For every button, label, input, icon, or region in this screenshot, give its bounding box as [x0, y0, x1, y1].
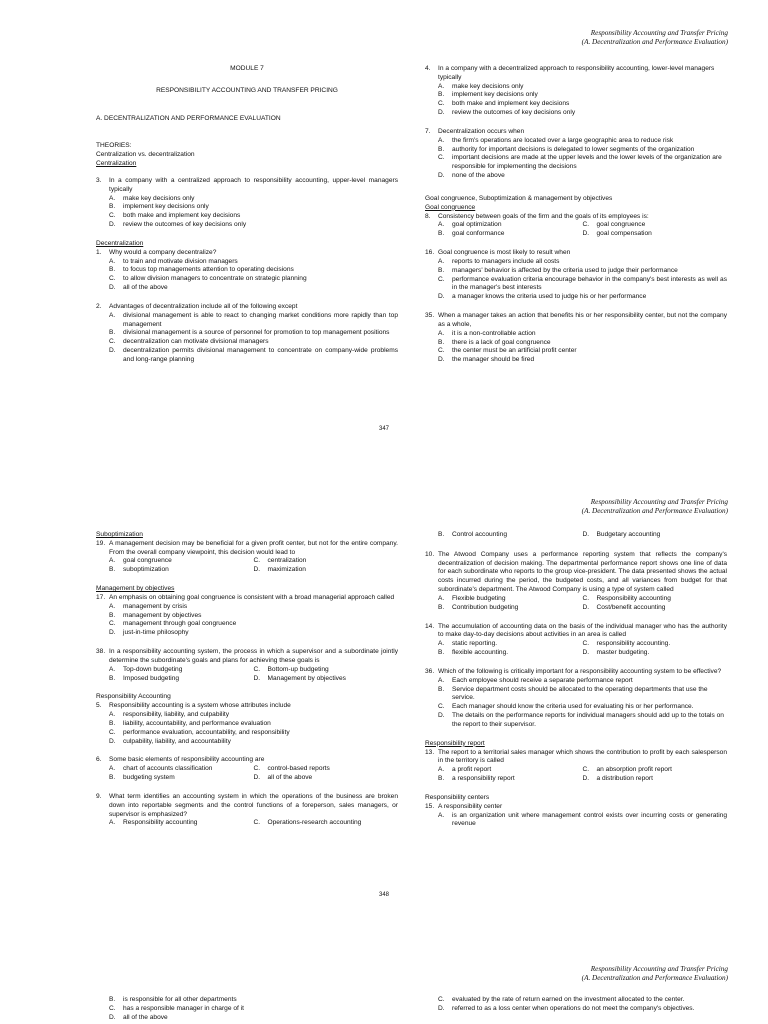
option: B. divisional management is a source of personnel for promotion to top management positions: [109, 329, 390, 337]
page3-left-column: [96, 996, 398, 1022]
option: C. an absorption profit report: [582, 766, 673, 774]
module-title: RESPONSIBILITY ACCOUNTING AND TRANSFER PRICING: [156, 86, 338, 94]
page-number: 348: [378, 892, 389, 898]
option: B. suboptimization: [109, 566, 169, 574]
option: A. is an organization unit where management control exists over incurring costs or generating revenue: [438, 811, 727, 828]
theories-label: THEORIES:: [96, 142, 132, 150]
option: A. divisional management is able to react to changing market conditions more rapidly than top management: [109, 311, 398, 328]
option: A. goal congruence: [109, 557, 172, 565]
option: B. there is a lack of goal congruence: [438, 338, 551, 346]
option: B. goal conformance: [438, 230, 505, 238]
question-9: 9. What term identifies an accounting system in which the operations of the business are broken down into reportable segments and the control functions of a foreperson, sales managers, or supervisor is emphasized? A. Responsibility accounting C. Operations-research accounting: [96, 792, 398, 827]
question-19: 19. A management decision may be beneficial for a given profit center, but not for the entire company. From the overall company viewpoint, this decision would lead to A. goal congruence C. centralization B. suboptimization D. maximization: [96, 539, 398, 574]
header-subtitle: (A. Decentralization and Performance Evaluation): [581, 507, 728, 516]
question-14: 14. The accumulation of accounting data on the basis of the individual manager who has the authority to make day-to-day decisions about activities in an area is called A. static reporting. C. responsibility accounting. B. flexible accounting. D. master budgeting.: [425, 622, 727, 657]
option: C. the center must be an artificial profit center: [438, 347, 577, 355]
option: D. a manager knows the criteria used to judge his or her performance: [438, 293, 647, 301]
goal-heading: Goal congruence, Suboptimization & management by objectives: [425, 194, 613, 202]
option: D. all of the above: [253, 774, 313, 782]
option: A. it is a non-controllable action: [438, 329, 536, 337]
decentralization-heading: Decentralization: [96, 239, 144, 247]
option: A. make key decisions only: [109, 194, 195, 202]
suboptimization-heading: Suboptimization: [96, 531, 143, 538]
option: A. responsibility, liability, and culpability: [109, 711, 230, 719]
option: D. a distribution report: [582, 775, 653, 783]
option: A. reports to managers include all costs: [438, 257, 560, 265]
option: A. goal optimization: [438, 221, 502, 229]
page-number: 347: [378, 426, 389, 432]
option: C. responsibility accounting.: [582, 640, 671, 648]
option: B. to focus top managements attention to operating decisions: [109, 266, 294, 274]
page1-left-column: [96, 65, 398, 365]
option: D. master budgeting.: [582, 649, 650, 657]
header-title: Responsibility Accounting and Transfer Pricing: [590, 29, 728, 37]
option: C. has a responsible manager in charge of it: [109, 1004, 244, 1012]
option: C. centralization: [253, 557, 307, 565]
option: B. flexible accounting.: [438, 649, 509, 657]
option: C. Operations-research accounting: [253, 819, 362, 827]
option: B. Imposed budgeting: [109, 674, 180, 682]
option: C. Responsibility accounting: [582, 594, 671, 602]
option: C. control-based reports: [253, 765, 330, 773]
section-title: A. DECENTRALIZATION AND PERFORMANCE EVALUATION: [96, 114, 281, 122]
option: D. all of the above: [109, 284, 168, 292]
option: D. review the outcomes of key decisions only: [109, 221, 247, 229]
option: C. management through goal congruence: [109, 620, 237, 628]
option: D. just-in-time philosophy: [109, 629, 189, 637]
option: B. liability, accountability, and performance evaluation: [109, 719, 271, 727]
question-5: 5. Responsibility accounting is a system whose attributes include A. responsibility, liability, and culpability B. liability, accountability, and performance evaluation C. performance evaluation, accountability, and responsibility D. culpability, liability, and accountability: [96, 702, 398, 746]
option: D. review the outcomes of key decisions only: [438, 109, 576, 117]
option: D. the manager should be fired: [438, 356, 535, 364]
option: B. implement key decisions only: [109, 203, 209, 211]
option: D. Budgetary accounting: [582, 531, 661, 538]
option: A. chart of accounts classification: [109, 765, 213, 773]
ra-heading: Responsibility Accounting: [96, 693, 171, 701]
mbo-heading: Management by objectives: [96, 585, 175, 593]
option: B. budgeting system: [109, 774, 175, 782]
goal-congruence-heading: Goal congruence: [425, 203, 476, 211]
option: C. goal congruence: [582, 221, 646, 229]
option: A. management by crisis: [109, 602, 188, 610]
question-4: 4. In a company with a decentralized approach to responsibility accounting, lower-level managers typically A. make key decisions only B. implement key decisions only C. both make and implement key decisions D. review the outcomes of key decisions only: [425, 65, 727, 118]
question-36: 36. Which of the following is critically important for a responsibility accounting system to be effective? A. Each employee should receive a separate performance report B. Service department costs should be allocated to the operating departments that use the service. C. Each manager should know the criteria used for evaluating his or her performance. D. The details on the performance reports for individual managers should add up to the totals on the report to their supervisor.: [425, 668, 727, 730]
option: C. both make and implement key decisions: [109, 212, 241, 220]
option: D. Cost/benefit accounting: [582, 603, 666, 611]
option: D. The details on the performance reports for individual managers should add up to the totals on the report to their supervisor.: [438, 712, 724, 728]
option: B. a responsibility report: [438, 775, 515, 783]
option: D. referred to as a loss center when operations do not meet the company's objectives.: [438, 1004, 695, 1012]
option: C. Each manager should know the criteria used for evaluating his or her performance.: [438, 703, 694, 711]
option: D. goal compensation: [582, 230, 652, 238]
option: D. Management by objectives: [253, 674, 346, 682]
question-8: 8. Consistency between goals of the firm and the goals of its employees is: A. goal optimization C. goal congruence B. goal conformance D. goal compensation: [425, 213, 727, 239]
question-38: 38. In a responsibility accounting system, the process in which a supervisor and a subordinate jointly determine the subordinate's goals and plans for achieving these goals is A. Top-down budgeting C. Bottom-up budgeting B. Imposed budgeting D. Management by objectives: [96, 648, 398, 682]
page-header-3: [582, 965, 728, 984]
question-17: 17. An emphasis on obtaining goal congruence is consistent with a broad managerial approach called A. management by crisis B. management by objectives C. management through goal congruence D. just-in-time philosophy: [96, 594, 398, 638]
module-label: MODULE 7: [230, 65, 264, 72]
page1-right-column: [425, 65, 727, 365]
option: C. Bottom-up budgeting: [253, 665, 329, 673]
header-subtitle: (A. Decentralization and Performance Evaluation): [581, 974, 728, 983]
option: B. managers' behavior is affected by the criteria used to judge their performance: [438, 266, 678, 274]
option: B. management by objectives: [109, 611, 202, 619]
option: D. maximization: [253, 566, 306, 574]
option: B. is responsible for all other departments: [109, 996, 237, 1003]
page3-right-column: [425, 996, 727, 1014]
option: D. none of the above: [438, 172, 505, 180]
option: C. performance evaluation criteria encourage behavior in the company's best interests as well as in the manager's best interests: [438, 275, 727, 292]
option: A. Top-down budgeting: [109, 665, 183, 673]
option: A. Responsibility accounting: [109, 819, 198, 827]
option: C. to allow division managers to concentrate on strategic planning: [109, 275, 307, 283]
option: B. Control accounting: [438, 531, 507, 538]
header-subtitle: (A. Decentralization and Performance Evaluation): [581, 38, 728, 47]
option: A. static reporting.: [438, 640, 498, 648]
option: A. make key decisions only: [438, 82, 524, 90]
option: B. implement key decisions only: [438, 91, 538, 99]
option: C. both make and implement key decisions: [438, 100, 570, 108]
option: C. decentralization can motivate divisional managers: [109, 338, 269, 346]
question-7: 7. Decentralization occurs when A. the firm's operations are located over a large geographic area to reduce risk B. authority for important decisions is delegated to lower segments of the organization C. important decisions are made at the upper levels and the lower levels of the organization are responsible for implementing the decisions D. none of the above: [425, 128, 727, 181]
topic-subtitle: Centralization vs. decentralization: [96, 151, 195, 159]
option: D. culpability, liability, and accountability: [109, 737, 231, 745]
responsibility-centers-heading: Responsibility centers: [425, 793, 490, 801]
question-13: 13. The report to a territorial sales manager which shows the contribution to profit by each salesperson in the territory is called A. a profit report C. an absorption profit report B. a responsibility report D. a distribution report: [425, 748, 727, 783]
question-3: [96, 177, 398, 230]
option: D. decentralization permits divisional management to concentrate on company-wide problems and long-range planning: [109, 347, 398, 363]
option: B. authority for important decisions is delegated to lower segments of the organization: [438, 145, 695, 153]
page-header-2: [582, 498, 728, 517]
option: A. Flexible budgeting: [438, 594, 506, 602]
question-1: 1. Why would a company decentralize? A. to train and motivate division managers B. to focus top managements attention to operating decisions C. to allow division managers to concentrate on strategic planning D. all of the above: [96, 249, 398, 293]
question-16: 16. Goal congruence is most likely to result when A. reports to managers include all costs B. managers' behavior is affected by the criteria used to judge their performance C. performance evaluation criteria encourage behavior in the company's best interests as well as in the manager's best interests D. a manager knows the criteria used to judge his or her performance: [425, 249, 727, 301]
question-15: 15. A responsibility center A. is an organization unit where management control exists over incurring costs or generating revenue: [425, 802, 727, 828]
header-title: Responsibility Accounting and Transfer Pricing: [590, 498, 728, 506]
question-2: 2. Advantages of decentralization include all of the following except A. divisional management is able to react to changing market conditions more rapidly than top management B. divisional management is a source of personnel for promotion to top management positions C. decentralization can motivate divisional managers D. decentralization permits divisional management to concentrate on company-wide problems and long-range planning: [96, 302, 398, 363]
option: A. Each employee should receive a separate performance report: [438, 676, 633, 684]
question-text: In a company with a centralized approach to responsibility accounting, upper-level managers typically: [109, 176, 398, 193]
option: A. the firm's operations are located over a large geographic area to reduce risk: [438, 136, 674, 144]
option: C. evaluated by the rate of return earned on the investment allocated to the center.: [438, 996, 685, 1003]
header-title: Responsibility Accounting and Transfer Pricing: [590, 965, 728, 973]
option: A. to train and motivate division managers: [109, 257, 238, 265]
question-10: 10. The Atwood Company uses a performance reporting system that reflects the company's decentralization of decision making. The departmental performance report shows one line of data for each subordinate who reports to the group vice-president. The data presented shows the actual costs incurred during the period, the budgeted costs, and all variances from budget for that subordinate's department. The Atwood Company is using a type of system called A. Flexible budgeting C. Responsibility accounting B. Contribution budgeting D. Cost/benefit accounting: [425, 550, 727, 611]
page-header-1: [582, 29, 728, 48]
option: A. a profit report: [438, 766, 492, 774]
question-6: 6. Some basic elements of responsibility accounting are A. chart of accounts classification C. control-based reports B. budgeting system D. all of the above: [96, 756, 398, 782]
option: C. important decisions are made at the upper levels and the lower levels of the organization are responsible for implementing the decisions: [438, 154, 722, 171]
question-number: 3.: [96, 176, 102, 184]
centralization-heading: Centralization: [96, 160, 137, 168]
question-9-continued: [425, 531, 727, 540]
option: B. Service department costs should be allocated to the operating departments that use the service.: [438, 685, 708, 702]
option: B. Contribution budgeting: [438, 603, 519, 611]
option: D. all of the above: [109, 1013, 168, 1021]
question-35: 35. When a manager takes an action that benefits his or her responsibility center, but not the company as a whole, A. it is a non-controllable action B. there is a lack of goal congruence C. the center must be an artificial profit center D. the manager should be fired: [425, 312, 727, 364]
page2-right-column: [425, 531, 727, 829]
option: C. performance evaluation, accountability, and responsibility: [109, 728, 290, 736]
responsibility-report-heading: Responsibility report: [425, 739, 485, 747]
page2-left-column: [96, 531, 398, 828]
